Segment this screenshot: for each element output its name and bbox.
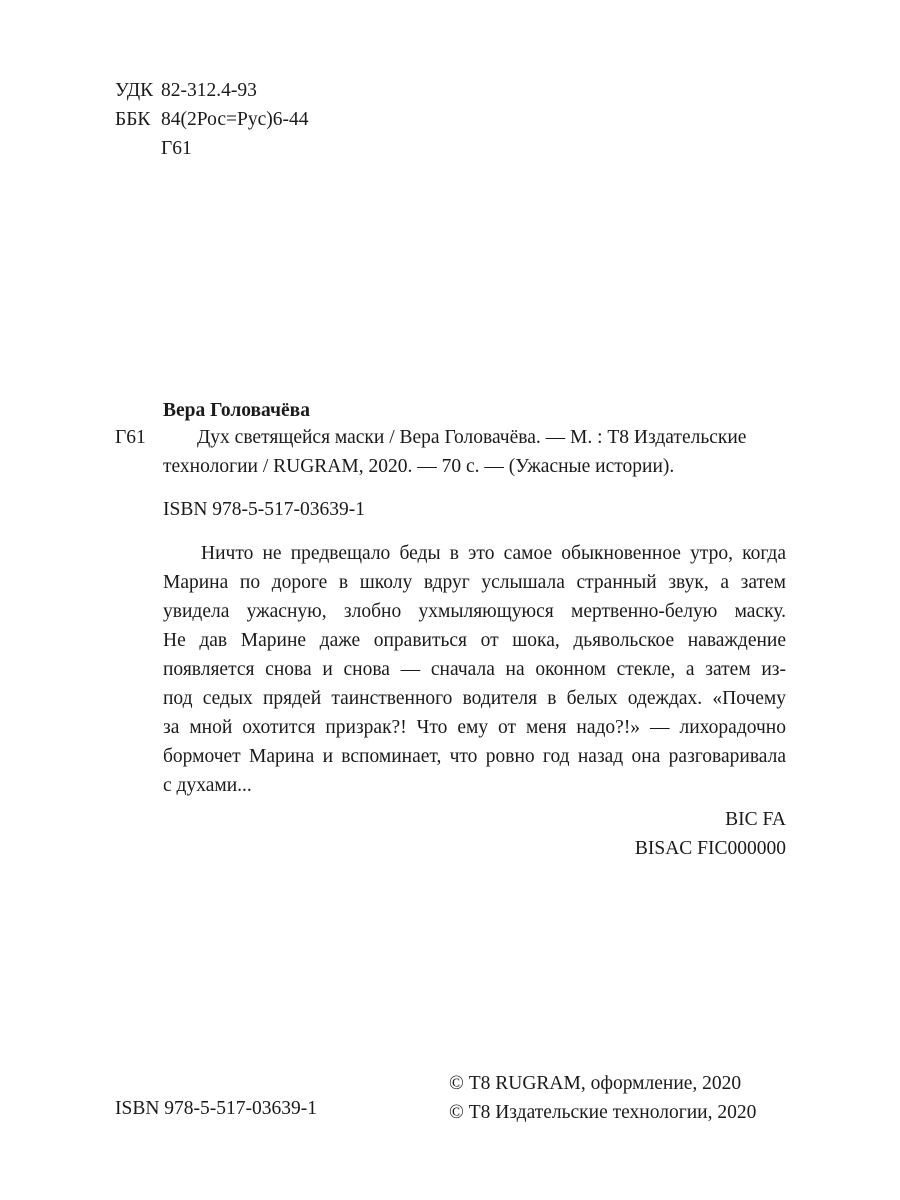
abstract-line: Марина по дороге в школу вдруг услышала странный звук, а затем	[163, 572, 786, 593]
copyright-publisher: © Т8 Издательские технологии, 2020	[449, 1102, 757, 1123]
biblio-line: технологии / RUGRAM, 2020. — 70 с. — (Ужасные истории).	[163, 456, 675, 477]
abstract-line: увидела ужасную, злобно ухмыляющуюся мертвенно-белую маску.	[163, 601, 786, 622]
bibliographic-description	[163, 423, 786, 481]
bbk-value: 84(2Рос=Рус)6-44	[161, 109, 309, 130]
bbk-label: ББК	[115, 109, 151, 130]
isbn-entry: ISBN 978-5-517-03639-1	[163, 499, 366, 520]
abstract-line: Не дав Марине даже оправиться от шока, дьявольское наваждение	[163, 630, 786, 651]
copyright-block	[449, 1069, 756, 1127]
abstract-line: под седых прядей таинственного водителя в белых одеждах. «Почему	[163, 688, 786, 709]
abstract-line: бормочет Марина и вспоминает, что ровно год назад она разговаривала	[163, 746, 786, 767]
abstract	[163, 539, 786, 800]
author-mark: Г61	[115, 427, 146, 448]
isbn-footer: ISBN 978-5-517-03639-1	[115, 1098, 318, 1119]
bisac-code: BISAC FIC000000	[634, 838, 786, 859]
abstract-line: Ничто не предвещало беды в это самое обыкновенное утро, когда	[201, 543, 786, 564]
bbk-line	[115, 105, 308, 134]
subject-codes	[635, 805, 786, 863]
copyright-design: © Т8 RUGRAM, оформление, 2020	[449, 1073, 742, 1094]
classification-block	[115, 76, 308, 163]
author-mark-top: Г61	[161, 138, 192, 159]
abstract-line: появляется снова и снова — сначала на оконном стекле, а затем из-	[163, 659, 786, 680]
udk-line	[115, 76, 308, 105]
udk-value: 82-312.4-93	[161, 80, 257, 101]
biblio-line: Дух светящейся маски / Вера Головачёва. — М. : Т8 Издательские	[197, 427, 747, 448]
abstract-line: за мной охотится призрак?! Что ему от меня надо?!» — лихорадочно	[163, 717, 786, 738]
author-name: Вера Головачёва	[163, 400, 310, 421]
udk-label: УДК	[115, 80, 154, 101]
bic-code: BIC FA	[725, 809, 786, 830]
abstract-line: с духами...	[163, 775, 252, 796]
